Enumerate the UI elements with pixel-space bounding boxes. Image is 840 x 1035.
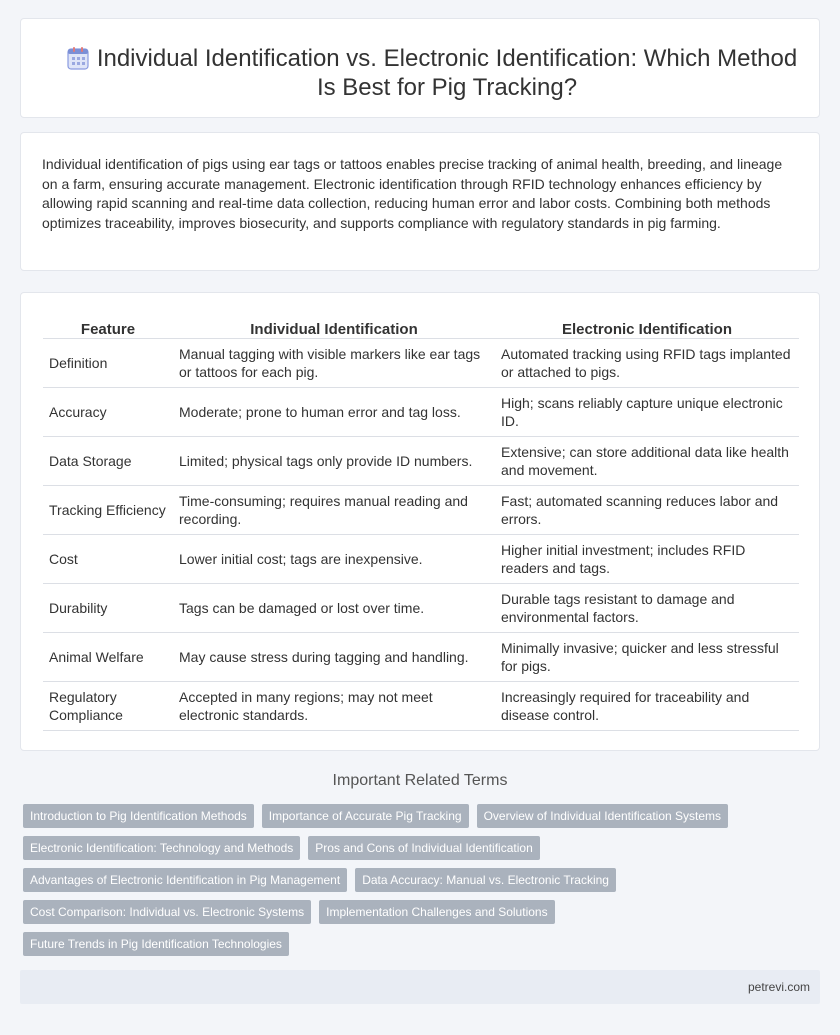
table-row	[43, 632, 799, 681]
footer	[20, 970, 820, 1004]
related-term-tag[interactable]: Cost Comparison: Individual vs. Electronic Systems	[23, 900, 311, 924]
related-term-tag[interactable]: Overview of Individual Identification Systems	[477, 804, 728, 828]
table-row	[43, 534, 799, 583]
electronic-cell: Durable tags resistant to damage and environmental factors.	[495, 583, 799, 632]
individual-cell: Time-consuming; requires manual reading and recording.	[173, 485, 495, 534]
individual-cell: Accepted in many regions; may not meet electronic standards.	[173, 681, 495, 730]
related-term-tag[interactable]: Future Trends in Pig Identification Technologies	[23, 932, 289, 956]
page-title: Individual Identification vs. Electronic Identification: Which Method Is Best for Pig Tracking?	[96, 45, 798, 101]
feature-cell: Regulatory Compliance	[43, 681, 173, 730]
feature-cell: Data Storage	[43, 436, 173, 485]
comparison-table	[43, 315, 799, 731]
table-row	[43, 485, 799, 534]
tag-row	[23, 804, 823, 836]
individual-cell: Lower initial cost; tags are inexpensive.	[173, 534, 495, 583]
feature-cell: Definition	[43, 338, 173, 387]
electronic-cell: Automated tracking using RFID tags implanted or attached to pigs.	[495, 338, 799, 387]
tag-row	[23, 868, 823, 900]
related-term-tag[interactable]: Importance of Accurate Pig Tracking	[262, 804, 469, 828]
header-electronic: Electronic Identification	[495, 315, 799, 338]
related-term-tag[interactable]: Electronic Identification: Technology and Methods	[23, 836, 300, 860]
table-row	[43, 387, 799, 436]
individual-cell: Moderate; prone to human error and tag loss.	[173, 387, 495, 436]
summary-text: Individual identification of pigs using ear tags or tattoos enables precise tracking of animal health, breeding, and lineage on a farm, ensuring accurate management. Electronic identification through RFID technology enhances efficiency by allowing rapid scanning and real-time data collection, reducing human error and labor costs. Combining both methods optimizes traceability, improves biosecurity, and supports compliance with regulatory standards in pig farming.	[42, 156, 783, 231]
related-term-tag[interactable]: Introduction to Pig Identification Methods	[23, 804, 254, 828]
header-card	[20, 18, 820, 118]
comparison-table-card	[20, 292, 820, 751]
table-row	[43, 583, 799, 632]
table-row	[43, 681, 799, 730]
tag-row	[23, 932, 823, 964]
summary-card	[20, 132, 820, 271]
header-individual: Individual Identification	[173, 315, 495, 338]
table-row	[43, 436, 799, 485]
header-feature: Feature	[43, 315, 173, 338]
feature-cell: Accuracy	[43, 387, 173, 436]
related-term-tag[interactable]: Pros and Cons of Individual Identification	[308, 836, 539, 860]
feature-cell: Animal Welfare	[43, 632, 173, 681]
individual-cell: Manual tagging with visible markers like ear tags or tattoos for each pig.	[173, 338, 495, 387]
electronic-cell: Minimally invasive; quicker and less stressful for pigs.	[495, 632, 799, 681]
tag-row	[23, 900, 823, 932]
individual-cell: May cause stress during tagging and handling.	[173, 632, 495, 681]
related-terms-list	[23, 804, 823, 964]
feature-cell: Durability	[43, 583, 173, 632]
electronic-cell: Increasingly required for traceability and disease control.	[495, 681, 799, 730]
individual-cell: Limited; physical tags only provide ID numbers.	[173, 436, 495, 485]
table-header-row	[43, 315, 799, 338]
electronic-cell: Fast; automated scanning reduces labor and errors.	[495, 485, 799, 534]
related-term-tag[interactable]: Implementation Challenges and Solutions	[319, 900, 554, 924]
feature-cell: Tracking Efficiency	[43, 485, 173, 534]
footer-site-link[interactable]: petrevi.com	[747, 980, 810, 994]
document-icon	[67, 46, 89, 70]
related-term-tag[interactable]: Data Accuracy: Manual vs. Electronic Tracking	[355, 868, 616, 892]
tag-row	[23, 836, 823, 868]
related-terms-title: Important Related Terms	[332, 772, 508, 789]
related-term-tag[interactable]: Advantages of Electronic Identification in Pig Management	[23, 868, 347, 892]
table-row	[43, 338, 799, 387]
electronic-cell: High; scans reliably capture unique electronic ID.	[495, 387, 799, 436]
feature-cell: Cost	[43, 534, 173, 583]
individual-cell: Tags can be damaged or lost over time.	[173, 583, 495, 632]
electronic-cell: Higher initial investment; includes RFID readers and tags.	[495, 534, 799, 583]
electronic-cell: Extensive; can store additional data like health and movement.	[495, 436, 799, 485]
